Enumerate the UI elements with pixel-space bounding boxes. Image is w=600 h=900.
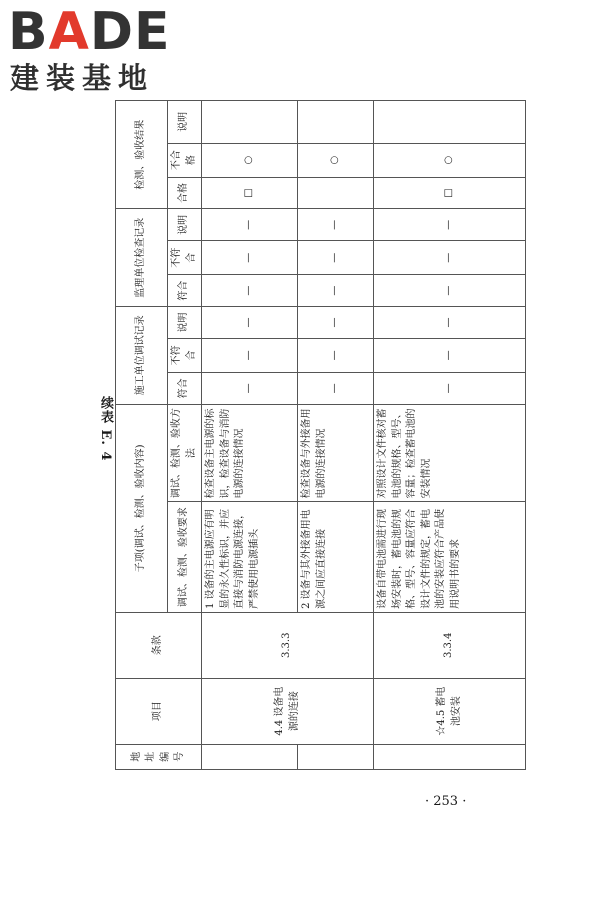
inspection-table: [115, 100, 526, 770]
header-acceptance-result: 检测、验收结果: [116, 101, 168, 209]
method-cell: 对照设计文件核对蓄电池的规格、型号、容量；检查蓄电池的安装情况: [374, 404, 526, 502]
r-qualified-cell: □: [374, 177, 526, 209]
page-number: · 253 ·: [425, 794, 467, 809]
header-r-unqualified: 不合格: [168, 143, 202, 177]
logo-wordmark: BADE: [8, 2, 171, 62]
c-conform-cell: —: [202, 372, 298, 404]
header-project: 项目: [116, 678, 202, 744]
project-cell: 4.4 设备电源的连接: [202, 678, 374, 744]
header-r-note: 说明: [168, 101, 202, 144]
r-qualified-cell: [298, 177, 374, 209]
c-conform-cell: —: [298, 372, 374, 404]
s-nonconform-cell: —: [374, 241, 526, 275]
address-code-cell: [202, 744, 298, 769]
s-conform-cell: —: [374, 275, 526, 307]
r-unqualified-cell: ○: [374, 143, 526, 177]
c-note-cell: —: [374, 307, 526, 339]
s-note-cell: —: [202, 209, 298, 241]
header-clause: 条款: [116, 612, 202, 678]
header-construction-unit: 施工单位调试记录: [116, 307, 168, 405]
table-title: 续表 E. 4: [98, 396, 113, 462]
c-note-cell: —: [202, 307, 298, 339]
s-conform-cell: —: [298, 275, 374, 307]
rotated-table-container: [115, 100, 515, 770]
logo-subtitle: 建装基地: [10, 61, 155, 95]
header-method: 调试、检测、验收方法: [168, 404, 202, 502]
table-row: [202, 101, 298, 770]
header-r-qualified: 合格: [168, 177, 202, 209]
clause-cell: 3.3.3: [202, 612, 374, 678]
header-supervision-unit: 监理单位检查记录: [116, 209, 168, 307]
header-c-nonconform: 不符合: [168, 338, 202, 372]
c-nonconform-cell: —: [202, 338, 298, 372]
c-note-cell: —: [298, 307, 374, 339]
clause-cell: 3.3.4: [374, 612, 526, 678]
header-address-code: 地址编号: [116, 744, 202, 769]
requirement-cell: 设备自带电池需进行现场安装时，蓄电池的规格、型号、容量应符合设计文件的规定，蓄电池的安装应符合产品使用说明书的要求: [374, 502, 526, 612]
bade-logo: [8, 4, 178, 96]
requirement-cell: 1 设备的主电源应有明显的永久性标识，并应直接与消防电源连接，严禁使用电源插头: [202, 502, 298, 612]
s-note-cell: —: [298, 209, 374, 241]
c-nonconform-cell: —: [298, 338, 374, 372]
header-c-conform: 符合: [168, 372, 202, 404]
header-s-note: 说明: [168, 209, 202, 241]
requirement-cell: 2 设备与其外接备用电源之间应直接连接: [298, 502, 374, 612]
c-conform-cell: —: [374, 372, 526, 404]
header-requirement: 调试、检测、验收要求: [168, 502, 202, 612]
r-note-cell: [374, 101, 526, 144]
s-nonconform-cell: —: [202, 241, 298, 275]
table-row: [374, 101, 526, 770]
r-qualified-cell: □: [202, 177, 298, 209]
r-note-cell: [202, 101, 298, 144]
method-cell: 检查设备主电源的标识，检查设备与消防电源的连接情况: [202, 404, 298, 502]
address-code-cell: [298, 744, 374, 769]
header-s-conform: 符合: [168, 275, 202, 307]
s-nonconform-cell: —: [298, 241, 374, 275]
address-code-cell: [374, 744, 526, 769]
s-note-cell: —: [374, 209, 526, 241]
header-c-note: 说明: [168, 307, 202, 339]
method-cell: 检查设备与外接备用电源的连接情况: [298, 404, 374, 502]
r-unqualified-cell: ○: [298, 143, 374, 177]
header-sub-item: 子项(调试、检测、验收内容): [116, 404, 168, 612]
s-conform-cell: —: [202, 275, 298, 307]
r-note-cell: [298, 101, 374, 144]
c-nonconform-cell: —: [374, 338, 526, 372]
header-s-nonconform: 不符合: [168, 241, 202, 275]
header-row-1: [116, 101, 168, 770]
r-unqualified-cell: ○: [202, 143, 298, 177]
project-cell: ☆4.5 蓄电池安装: [374, 678, 526, 744]
